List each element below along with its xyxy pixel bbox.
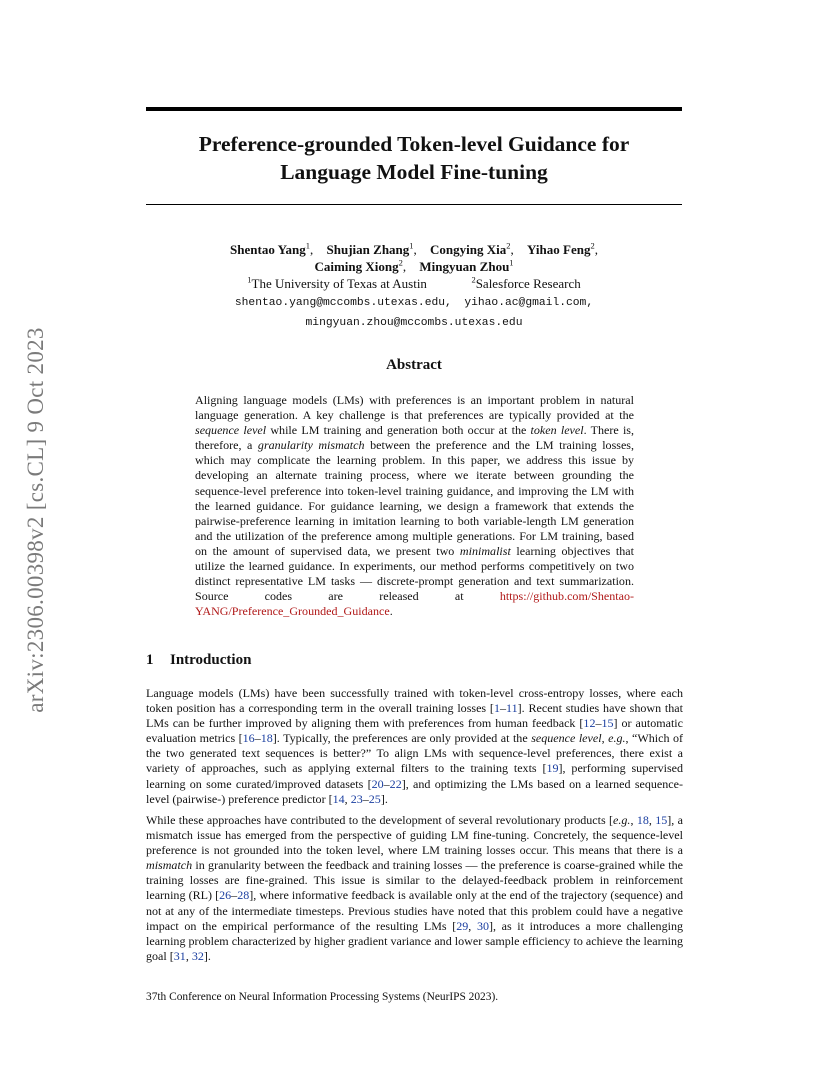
paragraph-segment: , [185,948,192,963]
abstract-segment: learning objectives that utilize the learned guidance. In experiments, our method performs competitively on two distinct representative LM tasks — discrete-prompt generation and text summarization. Source codes are released at [195,543,634,604]
abstract-emphasis: granularity mismatch [257,438,365,453]
paragraph-segment: , [648,813,656,827]
citation-link[interactable]: 25 [368,791,381,806]
abstract-emphasis: minimalist [459,543,511,558]
paragraph-emphasis: e.g. [608,731,626,746]
author-name: Congying Xia [430,242,507,257]
section-number: 1 [146,652,154,668]
title-bottom-rule [146,204,682,205]
author-affiliation-mark: 2 [590,240,595,251]
abstract-segment: between the preference and the LM training losses, which may complicate the learning problem. In this paper, we address this issue by developing an alternate training process, where we iterate between grounding the sequence-level preference into token-level training guidance, and improving the LM with the learned guidance. For guidance learning, we design a framework that extends the pairwise-preference learning in imitation learning to both variable-length LM generation and the utilization of the preference among multiple generations. For LM training, based on the amount of supervised data, we present two [195,438,634,558]
affiliation-line [146,275,682,292]
citation-link[interactable]: 32 [191,948,204,963]
paragraph-segment: , [601,731,609,746]
paragraph-segment: ]. [380,791,388,806]
abstract-segment: . [389,604,393,619]
citation-link[interactable]: 28 [237,888,250,903]
intro-paragraph-2 [146,813,683,964]
citation-link[interactable]: 18 [260,731,273,746]
citation-link[interactable]: 19 [546,761,559,776]
paragraph-segment: ], where informative feedback is available only at the end of the trajectory (sequence) and not at any of the intermediate timesteps. Previous studies have noted that this problem could have a negative impact on the empirical performance of the resulting LMs [ [146,888,683,933]
author-name: Caiming Xiong [314,259,399,274]
paragraph-segment: ], as it introduces a more challenging learning problem characterized by higher gradient variance and lower sample efficiency to achieve the learning goal [ [146,918,683,963]
author-affiliation-mark: 2 [506,240,511,251]
abstract-emphasis: token level [530,423,584,438]
citation-link[interactable]: 23 [350,791,363,806]
section-heading-introduction [146,652,251,669]
email-address: yihao.ac@gmail.com, [464,297,594,309]
abstract-emphasis: sequence level [195,423,267,438]
citation-link[interactable]: 15 [601,716,614,731]
author-name: Mingyuan Zhou [419,259,510,274]
citation-link[interactable]: 15 [655,813,668,827]
citation-link[interactable]: 11 [506,701,518,716]
author-line-1: Shentao Yang$^1$, Shujian Zhang$^1$, Congying Xia$^2$, Yihao Feng$^2$, [230,240,598,257]
citation-link[interactable]: 22 [389,776,402,791]
title-line-2: Language Model Fine-tuning [280,160,548,184]
paragraph-segment: – [595,716,602,731]
affiliation-mark: 1 [247,274,252,285]
paragraph-segment: in granularity between the feedback and training losses — the preference is coarse-grained while the training losses are fine-grained. This issue is similar to the delayed-feedback problem in reinforcement learning (RL) [ [146,858,683,903]
paragraph-segment: , [630,813,637,827]
citation-link[interactable]: 18 [636,813,649,827]
paragraph-segment: , [344,791,351,806]
paragraph-segment: Language models (LMs) have been successfully trained with token-level cross-entropy losses, where each token position has a corresponding term in the overall training losses [ [146,686,683,716]
paragraph-segment: , [468,918,477,933]
abstract-segment: while LM training and generation both occur at the [266,423,531,438]
title-top-rule [146,107,682,111]
paragraph-segment: , “Which of the two generated text sequences is better?” To align LMs with sequence-level preferences, there exist a variety of approaches, such as applying external filters to the training texts [ [146,731,683,776]
paragraph-segment: While these approaches have contributed to the development of several revolutionary products [ [146,813,614,827]
citation-link[interactable]: 14 [332,791,345,806]
email-address: mingyuan.zhou@mccombs.utexas.edu [305,317,523,329]
author-affiliation-mark: 1 [509,257,514,268]
paragraph-segment: ] or automatic evaluation metrics [ [146,716,683,746]
author-name: Yihao Feng [527,242,591,257]
paragraph-segment: ], and optimizing the LMs based on a learned sequence-level (pairwise-) preference predictor [ [146,776,683,806]
affiliation-name: Salesforce Research [475,276,581,291]
author-block [146,241,682,332]
conference-footnote: 37th Conference on Neural Information Processing Systems (NeurIPS 2023). [146,991,499,1003]
abstract-segment: . There is, therefore, a [195,423,634,453]
email-address: shentao.yang@mccombs.utexas.edu, [234,297,452,309]
citation-link[interactable]: 12 [583,716,596,731]
citation-link[interactable]: 20 [371,776,384,791]
paragraph-segment: ]. [203,948,211,963]
paragraph-segment: – [383,776,390,791]
paragraph-segment: – [362,791,369,806]
paragraph-emphasis: e.g. [613,813,631,827]
citation-link[interactable]: 1 [493,701,500,716]
paper-title [146,130,682,186]
code-repository-link[interactable]: https://github.com/Shentao-YANG/Preference_Grounded_Guidance [195,589,634,619]
abstract-text [195,393,634,619]
affiliation-mark: 2 [471,274,476,285]
citation-link[interactable]: 31 [173,948,186,963]
arxiv-identifier: arXiv:2306.00398v2 [cs.CL] 9 Oct 2023 [23,327,48,713]
paragraph-emphasis: mismatch [146,858,193,873]
paragraph-segment: ], a mismatch issue has emerged from the perspective of guiding LM fine-tuning. Concretely, the sequence-level preference is not grounded into the token level, where LM training losses occur. This means that there is a [146,813,684,858]
affiliation-name: The University of Texas at Austin [251,276,427,291]
paragraph-segment: – [499,701,507,716]
paragraph-segment: ], performing supervised learning on some curated/improved datasets [ [146,761,684,791]
abstract-segment: Aligning language models (LMs) with preferences is an important problem in natural language generation. A key challenge is that preferences are typically provided at the [195,393,634,423]
author-affiliation-mark: 1 [409,240,414,251]
citation-link[interactable]: 26 [219,888,232,903]
paragraph-segment: – [254,731,261,746]
paragraph-segment: – [231,888,238,903]
author-name: Shujian Zhang [326,242,410,257]
email-line-1 [146,292,682,312]
intro-paragraph-1 [146,686,683,807]
citation-link[interactable]: 16 [242,731,255,746]
abstract-heading: Abstract [386,357,442,373]
author-affiliation-mark: 1 [305,240,311,251]
title-line-1: Preference-grounded Token-level Guidance for [198,132,630,156]
author-name: Shentao Yang [230,242,306,257]
paragraph-segment: ]. Recent studies have shown that LMs can be further improved by aligning them with preferences from human feedback [ [146,701,683,731]
section-title: Introduction [170,652,252,668]
paragraph-segment: ]. Typically, the preferences are only provided at the [272,731,532,746]
citation-link[interactable]: 30 [476,918,489,933]
paragraph-emphasis: sequence level [531,731,602,746]
citation-link[interactable]: 29 [456,918,469,933]
author-line-2: Caiming Xiong$^2$, Mingyuan Zhou$^1$ [314,257,514,274]
author-affiliation-mark: 2 [398,257,403,268]
email-line-2 [146,312,682,332]
